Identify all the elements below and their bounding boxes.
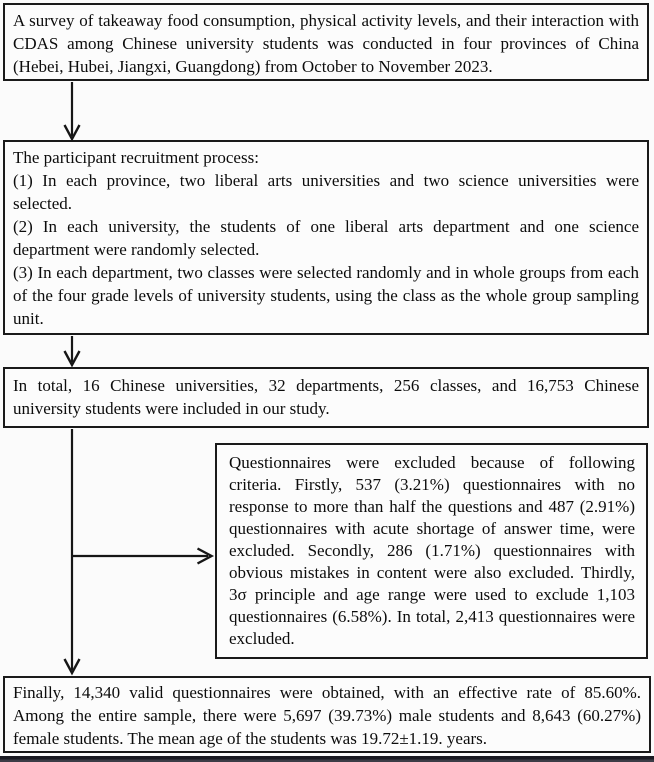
arrow-down-1-icon (65, 82, 80, 139)
recruitment-step-3: (3) In each department, two classes were selected randomly and in whole groups from each of the four grade levels of university students, using the class as the whole group sampling unit. (13, 263, 639, 328)
arrow-right-branch-icon (72, 549, 212, 564)
recruitment-title: The participant recruitment process: (13, 148, 259, 167)
exclusion-criteria-box: Questionnaires were excluded because of following criteria. Firstly, 537 (3.21%) questionnaires with no response to more than half the questions and 487 (2.91%) questionnaires with acute shortage of answer time, were excluded. Secondly, 286 (1.71%) questionnaires with obvious mistakes in content were also excluded. Thirdly, 3σ principle and age range were used to exclude 1,103 questionnaires (6.58%). In total, 2,413 questionnaires were excluded. (215, 443, 648, 659)
recruitment-step-1: (1) In each province, two liberal arts universities and two science universities were selected. (13, 171, 639, 213)
final-sample-box: Finally, 14,340 valid questionnaires were obtained, with an effective rate of 85.60%. Among the entire sample, there were 5,697 (39.73%) male students and 8,643 (60.27%) female students. The mean age of the students was 19.72±1.19. years. (3, 676, 651, 753)
recruitment-process-box (3, 140, 649, 335)
survey-scope-box: A survey of takeaway food consumption, physical activity levels, and their interaction with CDAS among Chinese university students was conducted in four provinces of China (Hebei, Hubei, Jiangxi, Guangdong) from October to November 2023. (3, 3, 649, 81)
bottom-edge-strip (0, 756, 654, 762)
arrow-down-3-icon (65, 429, 80, 673)
sample-totals-box: In total, 16 Chinese universities, 32 departments, 256 classes, and 16,753 Chinese university students were included in our study. (3, 367, 649, 428)
arrow-down-2-icon (65, 336, 80, 365)
recruitment-step-2: (2) In each university, the students of one liberal arts department and one science department were randomly selected. (13, 217, 639, 259)
